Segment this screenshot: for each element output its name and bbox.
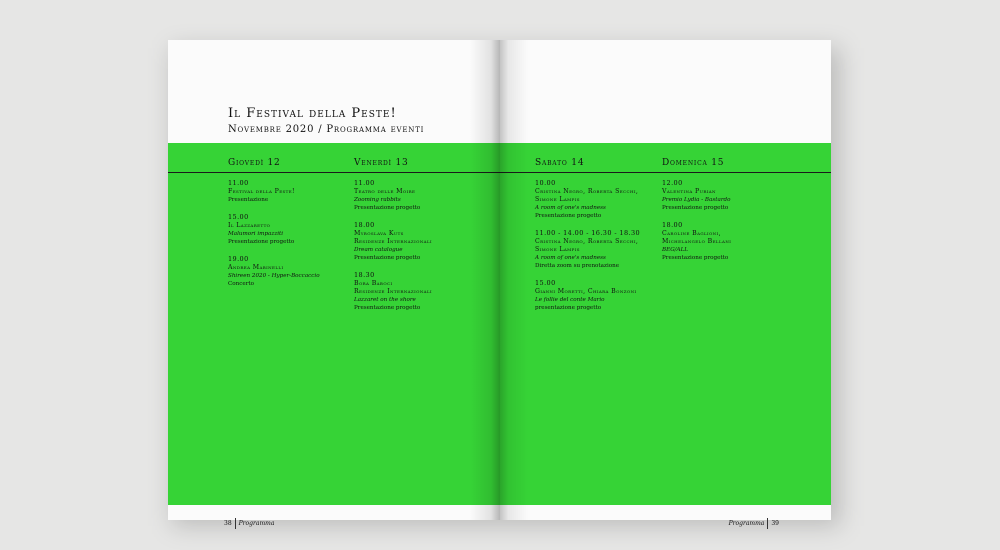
right-page [500, 40, 831, 527]
day-heading-sabato: Sabato 14 [535, 158, 585, 168]
event-time: 15.00 [228, 213, 249, 221]
event-line: Malumori impazziti [228, 231, 284, 237]
event-line: Cristina Negro, Roberta Secchi, [535, 188, 639, 195]
event-item [535, 229, 655, 270]
event-line: Simone Lampis [535, 246, 580, 253]
event-line: Presentazione progetto [535, 213, 602, 219]
event-line: Concerto [228, 281, 254, 287]
event-line: Myroslava Kuts [354, 230, 404, 237]
event-line: Residenze Internazionali [354, 238, 432, 245]
day-column [228, 179, 348, 297]
event-item [354, 221, 474, 262]
footer-label: Programma [238, 520, 275, 527]
event-time: 12.00 [662, 179, 683, 187]
gutter-shadow-left [470, 40, 500, 520]
event-line: A room of one's madness [535, 255, 606, 261]
event-line: presentazione progetto [535, 305, 602, 311]
day-heading-domenica: Domenica 15 [662, 158, 725, 168]
event-time: 18.30 [354, 271, 375, 279]
event-time: 18.00 [354, 221, 375, 229]
divider-rule-right [500, 172, 831, 173]
event-item [228, 179, 348, 204]
event-line: Diretta zoom su prenotazione [535, 263, 620, 269]
left-page [168, 40, 500, 527]
event-line: Presentazione progetto [354, 305, 421, 311]
event-line: Festival della Peste! [228, 188, 295, 195]
event-time: 10.00 [535, 179, 556, 187]
event-line: Presentazione [228, 197, 269, 203]
event-line: Presentazione progetto [662, 255, 729, 261]
footer-divider [767, 518, 768, 529]
event-line: Dream catalogue [354, 247, 403, 253]
day-column [354, 179, 474, 321]
event-line: Presentazione progetto [662, 205, 729, 211]
day-column [535, 179, 655, 321]
event-line: Bora Baboci [354, 280, 393, 287]
event-line: Il Lazzaretto [228, 222, 271, 229]
event-line: Lazzaret on the shore [354, 297, 416, 303]
event-line: Zooming rabbits [354, 197, 401, 203]
event-time: 11.00 - 14.00 - 16.30 - 18.30 [535, 229, 641, 237]
event-item [535, 279, 655, 312]
gutter-shadow-right [500, 40, 528, 520]
page-number: 38 [224, 520, 232, 527]
event-line: Michelangelo Bellani [662, 238, 732, 245]
event-line: Le follie del conte Mario [535, 297, 605, 303]
event-time: 19.00 [228, 255, 249, 263]
event-item [354, 179, 474, 212]
event-line: Teatro delle Moire [354, 188, 416, 195]
event-line: Presentazione progetto [354, 255, 421, 261]
page-number: 39 [771, 520, 779, 527]
event-item [662, 221, 782, 262]
event-line: Shireen 2020 - Hyper-Boccaccio [228, 273, 320, 279]
event-time: 11.00 [228, 179, 249, 187]
divider-rule-left [168, 172, 500, 173]
event-line: Premio Lydia - Bastardo [662, 197, 731, 203]
footer-label: Programma [728, 520, 765, 527]
event-line: Presentazione progetto [228, 239, 295, 245]
footer-right [729, 518, 779, 529]
footer-left [224, 518, 274, 529]
event-time: 15.00 [535, 279, 556, 287]
day-heading-venerdi: Venerdì 13 [354, 158, 409, 168]
footer-divider [235, 518, 236, 529]
day-column [662, 179, 782, 271]
event-line: Valentina Purian [662, 188, 716, 195]
event-line: BEG/ALL [662, 247, 689, 253]
event-line: Andrea Mabinelli [228, 264, 284, 271]
event-line: Caroline Baglioni, [662, 230, 721, 237]
event-time: 11.00 [354, 179, 375, 187]
event-line: Gianni Moretti, Chiara Bonzoni [535, 288, 637, 295]
event-item [662, 179, 782, 212]
event-line: Cristina Negro, Roberta Secchi, [535, 238, 639, 245]
event-item [354, 271, 474, 312]
event-item [535, 179, 655, 220]
day-heading-giovedi: Giovedì 12 [228, 158, 281, 168]
page-title: Il Festival della Peste! [228, 106, 397, 121]
event-line: Simone Lampis [535, 196, 580, 203]
event-item [228, 213, 348, 246]
event-line: Residenze Internazionali [354, 288, 432, 295]
page-subtitle: Novembre 2020 / Programma eventi [228, 124, 425, 135]
event-item [228, 255, 348, 288]
event-line: Presentazione progetto [354, 205, 421, 211]
event-time: 18.00 [662, 221, 683, 229]
event-line: A room of one's madness [535, 205, 606, 211]
